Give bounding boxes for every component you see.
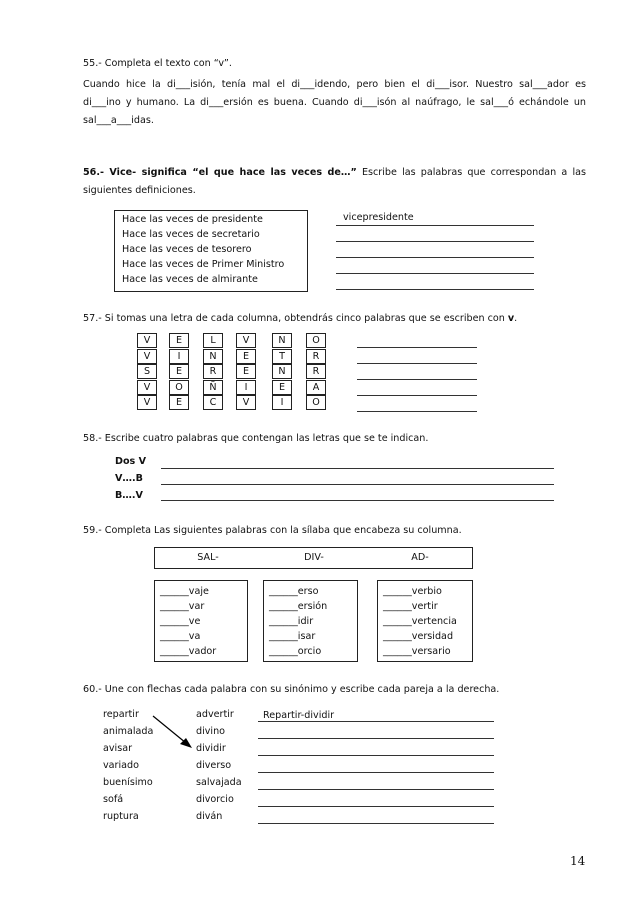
left-word: variado — [103, 760, 140, 771]
header-ad: AD- — [411, 552, 429, 563]
answer-line[interactable] — [336, 257, 534, 258]
letter-cell: O — [306, 395, 326, 410]
right-word: diverso — [196, 760, 232, 771]
ex58-item-3: B….V — [115, 490, 143, 501]
header-sal: SAL- — [197, 552, 219, 563]
left-word: ruptura — [103, 811, 139, 822]
letter-cell: T — [272, 349, 292, 364]
answer-line[interactable] — [357, 395, 477, 396]
left-word: animalada — [103, 726, 154, 737]
letter-cell: E — [169, 364, 189, 379]
page-number: 14 — [570, 854, 586, 868]
right-word: diván — [196, 811, 223, 822]
ex57-title — [83, 313, 517, 324]
word-blank: ______var — [160, 601, 205, 612]
ex55-line-2: di___ino y humano. La di___ersión es buena. Cuando di___isón al naúfrago, le sal___ó echándole un — [83, 97, 586, 108]
answer-line[interactable] — [357, 379, 477, 380]
right-word: advertir — [196, 709, 234, 720]
letter-cell: E — [169, 395, 189, 410]
ex57-title-end: . — [514, 313, 518, 324]
word-blank: ______ve — [160, 616, 201, 627]
ex60-title: 60.- Une con flechas cada palabra con su sinónimo y escribe cada pareja a la derecha. — [83, 684, 500, 695]
answer-line[interactable] — [258, 721, 494, 722]
answer-line[interactable] — [357, 363, 477, 364]
answer-line[interactable] — [336, 241, 534, 242]
letter-cell: V — [236, 333, 256, 348]
letter-cell: N — [203, 349, 223, 364]
ex57-title-start: 57.- Si tomas una letra de cada columna, obtendrás cinco palabras que se escriben con — [83, 313, 508, 324]
answer-line[interactable] — [258, 755, 494, 756]
letter-cell: A — [306, 380, 326, 395]
word-blank: ______vador — [160, 646, 217, 657]
letter-cell: R — [306, 349, 326, 364]
right-word: salvajada — [196, 777, 242, 788]
word-blank: ______ersión — [269, 601, 328, 612]
word-blank: ______isar — [269, 631, 316, 642]
ex56-title-line2: siguientes definiciones. — [83, 185, 196, 196]
letter-cell: Ñ — [203, 380, 223, 395]
answer-line[interactable] — [161, 484, 554, 485]
answer-line[interactable] — [258, 738, 494, 739]
ex58-item-1: Dos V — [115, 456, 147, 467]
ex58-item-2: V….B — [115, 473, 143, 484]
letter-cell: R — [203, 364, 223, 379]
definition-3: Hace las veces de tesorero — [122, 244, 252, 255]
letter-cell: O — [169, 380, 189, 395]
ad-column-box — [377, 580, 473, 662]
word-blank: ______vaje — [160, 586, 209, 597]
letter-cell: E — [272, 380, 292, 395]
ex55-line-1: Cuando hice la di___isión, tenía mal el di___idendo, pero bien el di___isor. Nuestro sal___ador es — [83, 79, 586, 90]
ex55-line-3: sal___a___idas. — [83, 115, 154, 126]
answer-line[interactable] — [357, 347, 477, 348]
answer-line[interactable] — [336, 273, 534, 274]
letter-cell: V — [137, 380, 157, 395]
ex60-answer-example: Repartir-dividir — [263, 710, 335, 721]
letter-cell: R — [306, 364, 326, 379]
ex56-title-rest: Escribe las palabras que correspondan a las — [361, 167, 586, 178]
syllable-header-box — [154, 547, 473, 569]
letter-cell: V — [137, 349, 157, 364]
letter-cell: I — [169, 349, 189, 364]
letter-cell: I — [236, 380, 256, 395]
definition-2: Hace las veces de secretario — [122, 229, 260, 240]
word-blank: ______va — [160, 631, 201, 642]
word-blank: ______idir — [269, 616, 314, 627]
word-blank: ______vertencia — [383, 616, 457, 627]
answer-line[interactable] — [258, 823, 494, 824]
word-blank: ______versario — [383, 646, 451, 657]
div-column-box — [263, 580, 358, 662]
answer-line[interactable] — [161, 468, 554, 469]
ex57-title-bold: v — [507, 313, 515, 324]
definition-4: Hace las veces de Primer Ministro — [122, 259, 285, 270]
word-blank: ______erso — [269, 586, 319, 597]
answer-line[interactable] — [357, 411, 477, 412]
ex59-title: 59.- Completa Las siguientes palabras con la sílaba que encabeza su columna. — [83, 525, 462, 536]
ex56-title-bold: 56.- Vice- significa “el que hace las veces de…” — [83, 167, 357, 178]
letter-cell: E — [169, 333, 189, 348]
letter-cell: O — [306, 333, 326, 348]
left-word: repartir — [103, 709, 139, 720]
answer-line[interactable] — [161, 500, 554, 501]
answer-line[interactable] — [258, 806, 494, 807]
word-blank: ______vertir — [383, 601, 438, 612]
letter-cell: S — [137, 364, 157, 379]
word-blank: ______verbio — [383, 586, 442, 597]
ex56-answer-example: vicepresidente — [343, 212, 414, 223]
arrow-icon — [150, 712, 200, 752]
word-blank: ______orcio — [269, 646, 322, 657]
ex55-title: 55.- Completa el texto con “v”. — [83, 58, 232, 69]
definitions-box — [114, 210, 308, 292]
letter-cell: I — [272, 395, 292, 410]
letter-cell: C — [203, 395, 223, 410]
word-blank: ______versidad — [383, 631, 454, 642]
letter-cell: L — [203, 333, 223, 348]
sal-column-box — [154, 580, 248, 662]
left-word: buenísimo — [103, 777, 153, 788]
letter-cell: E — [236, 349, 256, 364]
answer-line[interactable] — [336, 225, 534, 226]
letter-cell: N — [272, 364, 292, 379]
letter-cell: V — [137, 333, 157, 348]
right-word: divorcio — [196, 794, 234, 805]
right-word: divino — [196, 726, 226, 737]
header-div: DIV- — [304, 552, 324, 563]
letter-cell: V — [236, 395, 256, 410]
right-word: dividir — [196, 743, 226, 754]
ex58-title: 58.- Escribe cuatro palabras que contengan las letras que se te indican. — [83, 433, 429, 444]
letter-cell: V — [137, 395, 157, 410]
ex56-title — [83, 167, 586, 178]
left-word: sofá — [103, 794, 124, 805]
answer-line[interactable] — [336, 289, 534, 290]
definition-5: Hace las veces de almirante — [122, 274, 258, 285]
definition-1: Hace las veces de presidente — [122, 214, 263, 225]
answer-line[interactable] — [258, 772, 494, 773]
answer-line[interactable] — [258, 789, 494, 790]
left-word: avisar — [103, 743, 133, 754]
letter-cell: N — [272, 333, 292, 348]
letter-cell: E — [236, 364, 256, 379]
